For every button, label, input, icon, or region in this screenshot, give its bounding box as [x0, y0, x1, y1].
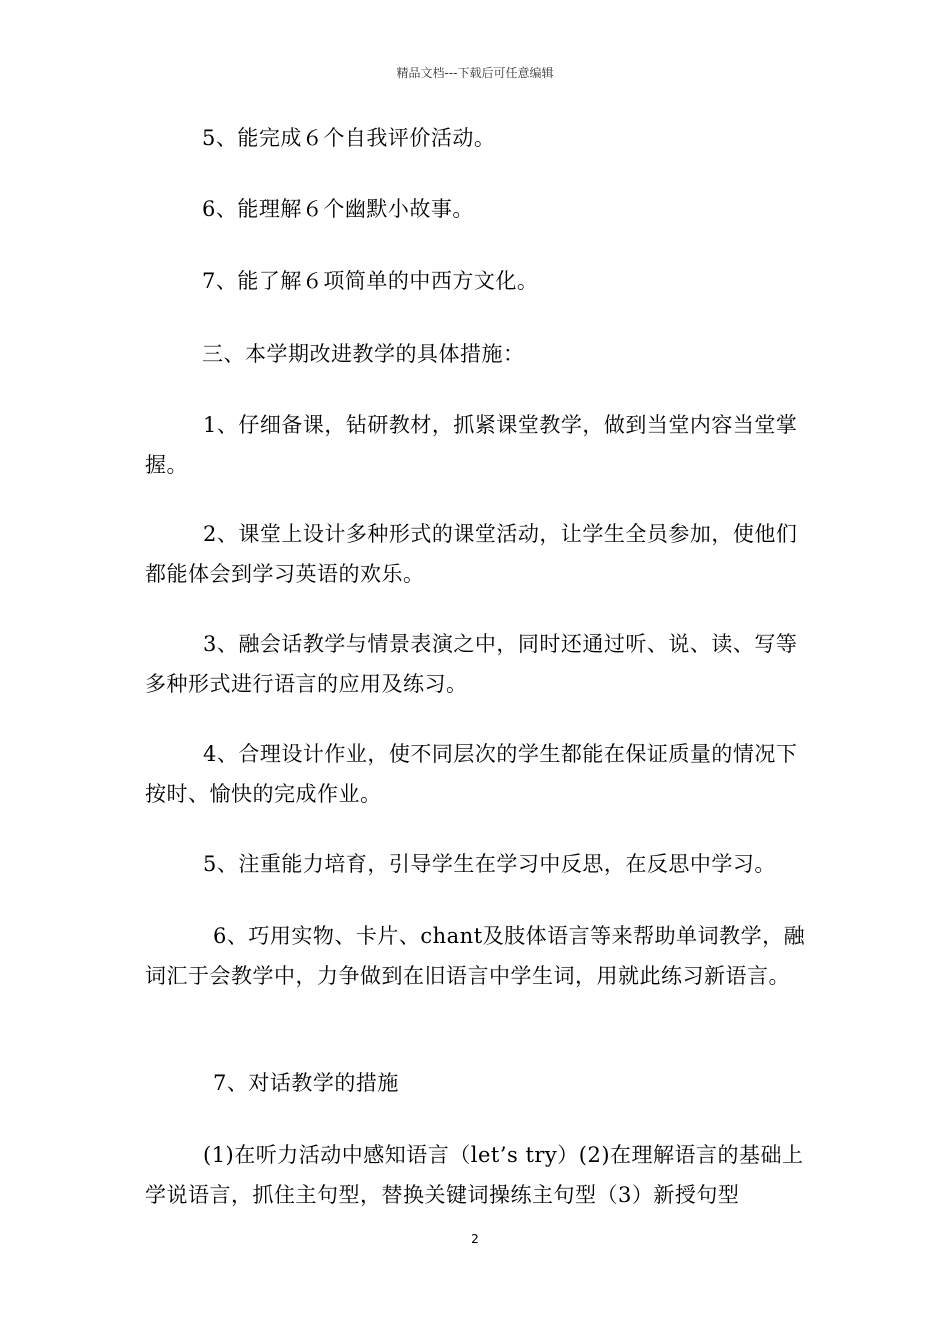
paragraph-measure-3: 3、融会话教学与情景表演之中，同时还通过听、说、读、写等多种形式进行语言的应用及练习。 [145, 632, 798, 696]
paragraph-2: 6、能理解６个幽默小故事。 [202, 197, 474, 221]
page-number: 2 [471, 1232, 479, 1246]
paragraph-measure-7: 7、对话教学的措施 [213, 1071, 399, 1095]
paragraph-measure-7-detail: (1)在听力活动中感知语言（let’s try）(2)在理解语言的基础上学说语言，抓住主句型，替换关键词操练主句型（3）新授句型 [145, 1143, 804, 1207]
paragraph-measure-5: 5、注重能力培育，引导学生在学习中反思，在反思中学习。 [203, 852, 776, 876]
paragraph-measure-6: 6、巧用实物、卡片、chant及肢体语言等来帮助单词教学，融词汇于会教学中，力争做到在旧语言中学生词，用就此练习新语言。 [145, 924, 806, 988]
paragraph-3: 7、能了解６项简单的中西方文化。 [202, 269, 539, 293]
page-header: 精品文档---下载后可任意编辑 [396, 66, 554, 80]
paragraph-measure-2: 2、课堂上设计多种形式的课堂活动，让学生全员参加，使他们都能体会到学习英语的欢乐。 [145, 522, 798, 586]
paragraph-1: 5、能完成６个自我评价活动。 [202, 126, 496, 150]
section-heading: 三、本学期改进教学的具体措施： [202, 342, 525, 366]
paragraph-measure-1: 1、仔细备课，钻研教材，抓紧课堂教学，做到当堂内容当堂掌握。 [145, 413, 798, 477]
paragraph-measure-4: 4、合理设计作业，使不同层次的学生都能在保证质量的情况下按时、愉快的完成作业。 [145, 742, 798, 806]
